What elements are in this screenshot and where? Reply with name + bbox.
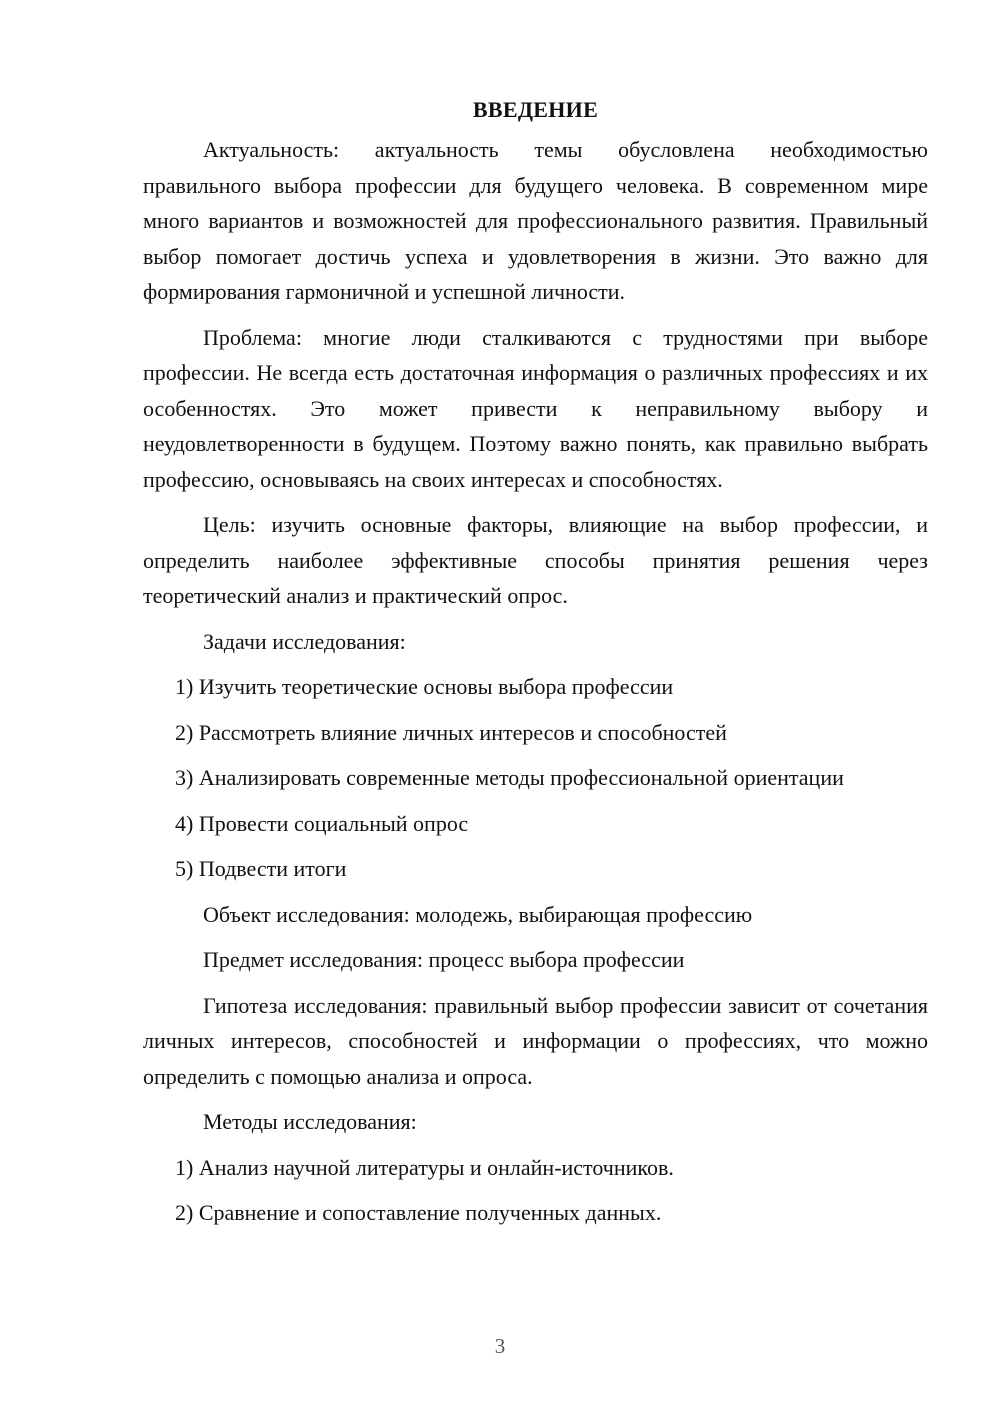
task-item: 2) Рассмотреть влияние личных интересов и способностей	[175, 719, 727, 745]
page-number: 3	[494, 1334, 506, 1358]
research-subject: Предмет исследования: процесс выбора профессии	[203, 947, 685, 972]
goal-paragraph: Цель: изучить основные факторы, влияющие на выбор профессии, и определить наиболее эффективные способы принятия решения через теоретический анализ и практический опрос.	[143, 512, 928, 608]
method-item: 1) Анализ научной литературы и онлайн-источников.	[175, 1154, 674, 1180]
problem-paragraph: Проблема: многие люди сталкиваются с трудностями при выборе профессии. Не всегда есть достаточная информация о различных профессиях и их особенностях. Это может привести к неправильному выбору и неудовлетворенности в будущем. Поэтому важно понять, как правильно выбрать профессию, основываясь на своих интересах и способностях.	[143, 324, 928, 492]
hypothesis-paragraph: Гипотеза исследования: правильный выбор профессии зависит от сочетания личных интересов, способностей и информации о профессиях, что можно определить с помощью анализа и опроса.	[143, 992, 928, 1089]
research-object: Объект исследования: молодежь, выбирающая профессию	[203, 901, 753, 927]
document-page	[143, 92, 928, 1241]
section-title: ВВЕДЕНИЕ	[472, 97, 599, 122]
method-item: 2) Сравнение и сопоставление полученных данных.	[175, 1200, 662, 1225]
tasks-heading: Задачи исследования:	[203, 628, 406, 654]
task-item: 5) Подвести итоги	[175, 856, 347, 881]
task-item: 4) Провести социальный опрос	[175, 810, 469, 836]
task-item: 3) Анализировать современные методы профессиональной ориентации	[175, 765, 844, 790]
task-item: 1) Изучить теоретические основы выбора профессии	[175, 674, 674, 699]
relevance-paragraph: Актуальность: актуальность темы обусловлена необходимостью правильного выбора профессии для будущего человека. В современном мире много вариантов и возможностей для профессионального развития. Правильный выбор помогает достичь успеха и удовлетворения в жизни. Это важно для формирования гармоничной и успешной личности.	[143, 137, 928, 304]
methods-heading: Методы исследования:	[203, 1109, 417, 1134]
